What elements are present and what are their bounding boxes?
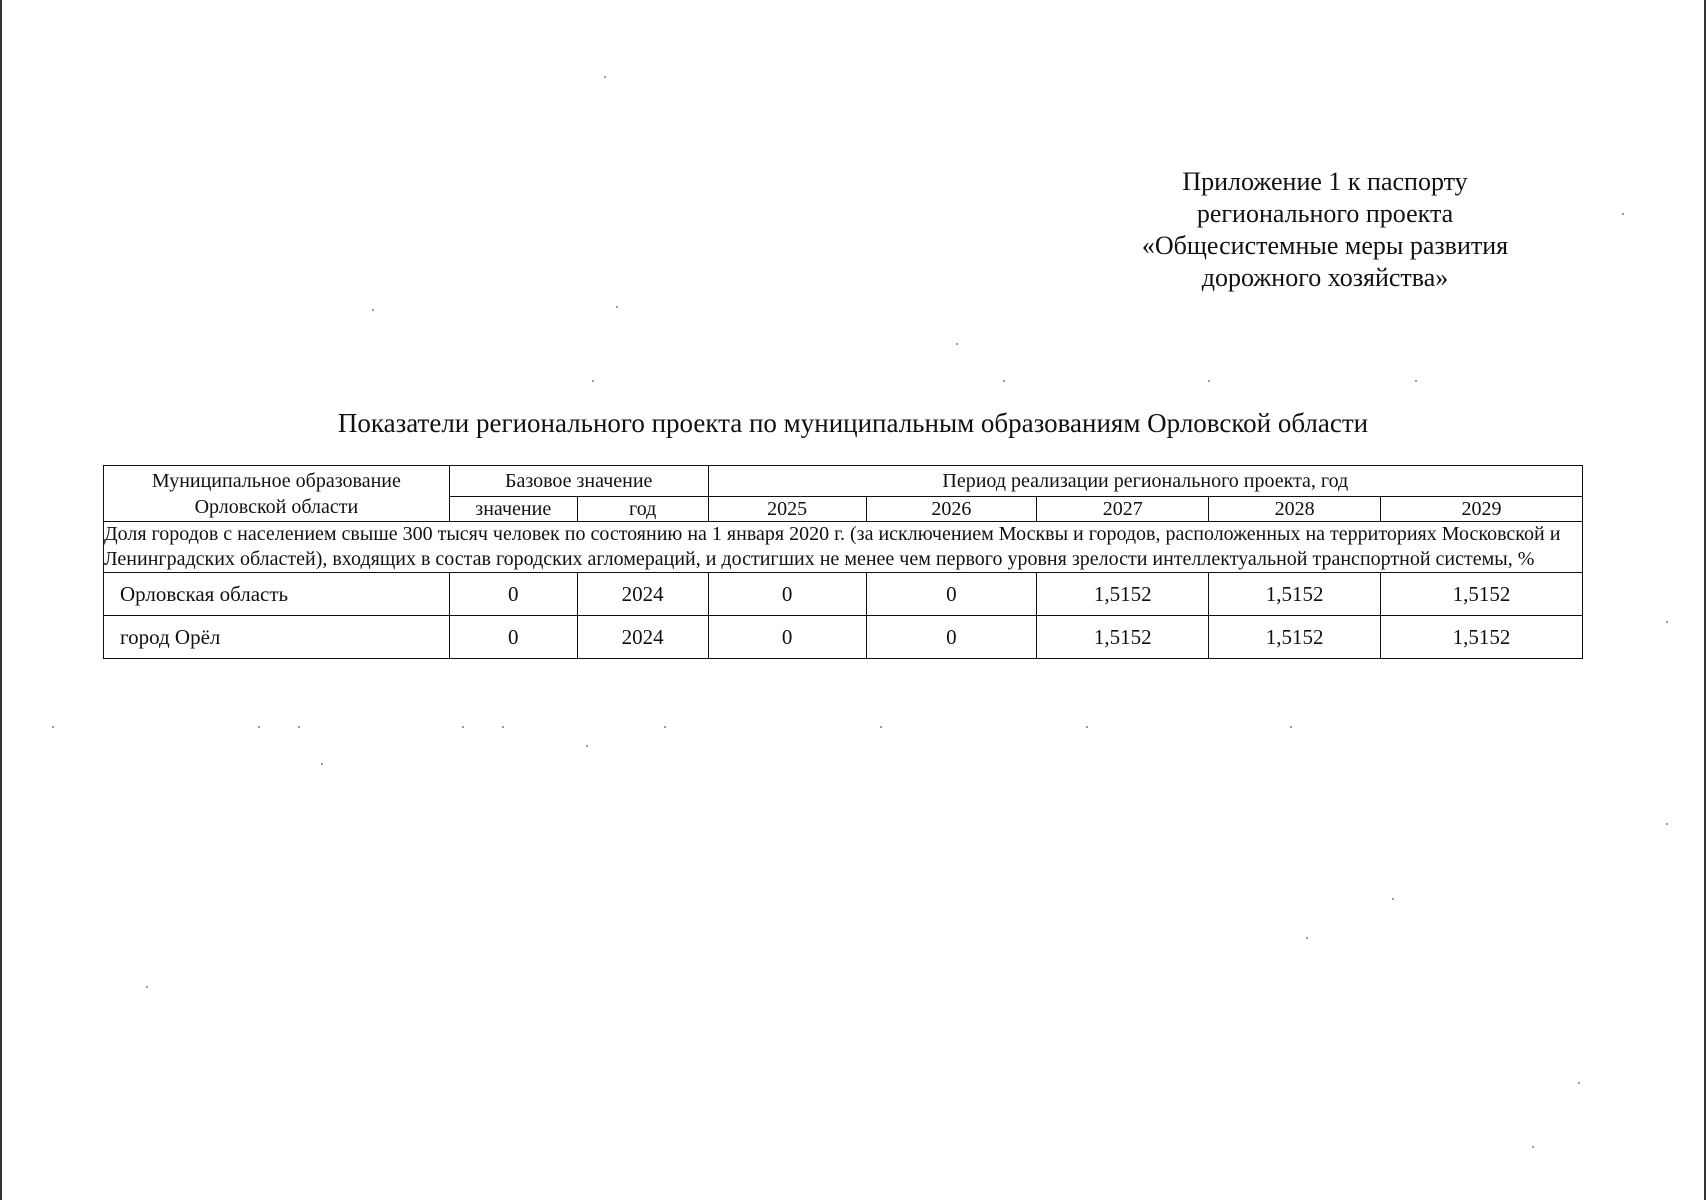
scan-speck — [1003, 380, 1005, 382]
row-name: Орловская область — [104, 573, 450, 616]
scan-speck — [258, 726, 260, 728]
table-row — [104, 573, 1583, 616]
row-value-2026: 0 — [866, 616, 1037, 659]
row-value-2028: 1,5152 — [1209, 616, 1381, 659]
header-base-value: Базовое значение — [449, 466, 708, 497]
document-title: Показатели регионального проекта по муниципальным образованиям Орловской области — [337, 408, 1369, 438]
header-row-top — [104, 466, 1583, 497]
scan-speck — [1306, 937, 1308, 939]
scan-speck — [1208, 380, 1210, 382]
appendix-note — [1100, 166, 1550, 294]
indicators-table — [103, 465, 1583, 659]
row-base-value: 0 — [449, 616, 577, 659]
scan-speck — [372, 309, 374, 311]
header-municipal: Муниципальное образование Орловской области — [104, 466, 450, 522]
header-year-2028: 2028 — [1209, 497, 1381, 522]
row-value-2028: 1,5152 — [1209, 573, 1381, 616]
row-base-year: 2024 — [577, 573, 708, 616]
scan-speck — [880, 726, 882, 728]
scan-edge-left — [0, 0, 2, 1200]
scan-speck — [146, 986, 148, 988]
row-value-2027: 1,5152 — [1037, 616, 1209, 659]
scan-speck — [1532, 1146, 1534, 1148]
row-value-2026: 0 — [866, 573, 1037, 616]
header-year-2029: 2029 — [1381, 497, 1583, 522]
indicator-row — [104, 522, 1583, 573]
scan-speck — [1666, 621, 1668, 623]
row-value-2027: 1,5152 — [1037, 573, 1209, 616]
scan-speck — [298, 726, 300, 728]
header-year-2025: 2025 — [708, 497, 866, 522]
appendix-line-3: «Общесистемные меры развития — [1141, 231, 1509, 260]
scan-speck — [1622, 213, 1624, 215]
appendix-line-4: дорожного хозяйства» — [1201, 263, 1449, 292]
indicator-name: Доля городов с населением свыше 300 тысяч человек по состоянию на 1 января 2020 г. (за исключением Москвы и городов, расположенных на территориях Московской и Ленинградских областей), входящих в состав городских агломераций, и достигших не менее чем первого уровня зрелости интеллектуальной транспортной системы, % — [104, 522, 1583, 573]
row-base-year: 2024 — [577, 616, 708, 659]
scan-speck — [1415, 380, 1417, 382]
appendix-line-2: регионального проекта — [1196, 199, 1454, 228]
row-value-2025: 0 — [708, 616, 866, 659]
scan-speck — [586, 745, 588, 747]
row-base-value: 0 — [449, 573, 577, 616]
scan-speck — [502, 726, 504, 728]
header-year-2027: 2027 — [1037, 497, 1209, 522]
row-value-2029: 1,5152 — [1381, 573, 1583, 616]
scan-speck — [321, 763, 323, 765]
scan-speck — [1666, 823, 1668, 825]
appendix-line-1: Приложение 1 к паспорту — [1182, 167, 1468, 196]
row-name: город Орёл — [104, 616, 450, 659]
scan-speck — [1086, 726, 1088, 728]
scan-speck — [616, 306, 618, 308]
row-value-2025: 0 — [708, 573, 866, 616]
scan-speck — [592, 380, 594, 382]
row-value-2029: 1,5152 — [1381, 616, 1583, 659]
header-period: Период реализации регионального проекта, год — [708, 466, 1582, 497]
scan-speck — [1578, 1082, 1580, 1084]
scan-speck — [462, 726, 464, 728]
scan-speck — [1290, 726, 1292, 728]
scan-speck — [956, 343, 958, 345]
scan-speck — [664, 726, 666, 728]
header-value: значение — [449, 497, 577, 522]
header-year: год — [577, 497, 708, 522]
scan-speck — [604, 76, 606, 78]
header-year-2026: 2026 — [866, 497, 1037, 522]
scan-speck — [52, 726, 54, 728]
scan-speck — [1392, 898, 1394, 900]
table-row — [104, 616, 1583, 659]
